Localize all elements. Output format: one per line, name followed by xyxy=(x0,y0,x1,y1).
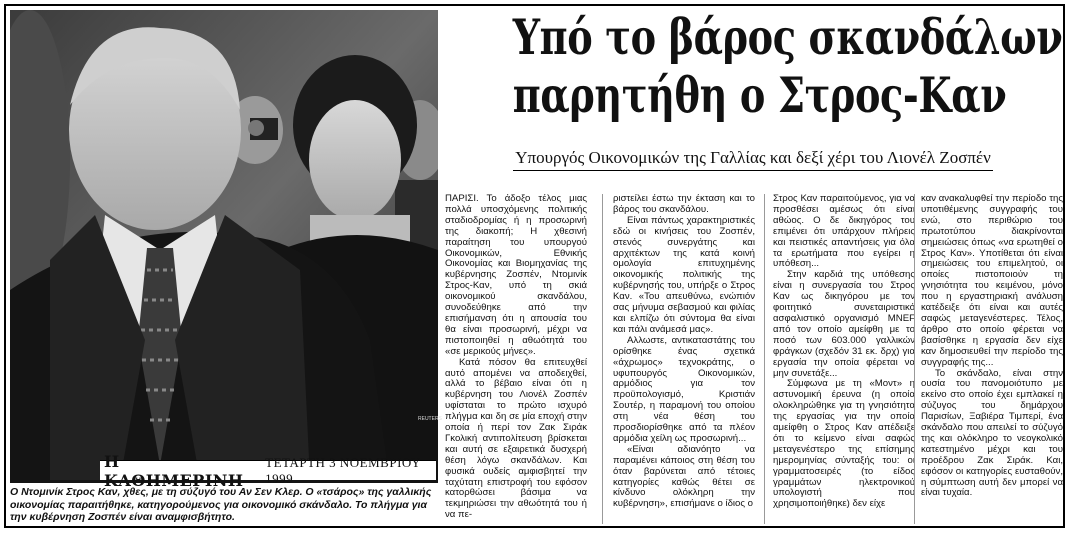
newspaper-name: Η ΚΑΘΗΜΕΡΙΝΗ xyxy=(104,451,244,490)
paragraph: ριστείλει έστω την έκταση και το βάρος του σκανδάλου. xyxy=(613,193,755,215)
paragraph: Στην καρδιά της υπόθεσης είναι η συνεργασία του Στρος Καν ως δικηγόρου με τον φοιτητικό συνεταιριστικό ασφαλιστικό οργανισμό MNEF από τον οποίο αμείφθη με το ποσό των 603.000 γαλλικών φράγκων (σχεδόν 31 εκ. δρχ) για εργασία την οποία φέρεται να μην συνετάξε... xyxy=(773,269,915,379)
column-divider xyxy=(764,194,765,524)
column-divider xyxy=(914,194,915,524)
paragraph: Κατά πόσον θα επιτευχθεί αυτό απομένει να αποδειχθεί, αλλά το βέβαιο είναι ότι η κυβέρνηση του Λιονέλ Ζοσπέν υφίσταται το πρώτο ισχυρό πλήγμα και δη σε μία εποχή στην οποία ή περί τον Ζακ Σιράκ Γκολική αντιπολίτευση βρίσκεται και αυτή σε εξαιρετικά δυσχερή θέση λόγω σκανδάλων. Και φυσικά ουδείς αμφισβητεί την ταχύτατη επιστροφή του εφόσον κατορθώσει βάσιμα να τεκμηριώσει την αθωότητά του ή να πε- xyxy=(445,356,587,521)
paragraph: Σύμφωνα με τη «Μοντ» η αστυνομική έρευνα (η οποία ολοκληρώθηκε για τη γνησιότητα της εργασίας για την οποία αμείφθη ο Στρος Καν απέδειξε ότι το κείμενο είναι σαφώς μεταγενέστερο της επίσημης ημερομηνίας σύνταξής του: οι γραμματοσειρές (το είδος γραμμάτων ηλεκτρονικού υπολογιστή που χρησιμοποιήθηκε) δεν είχε xyxy=(773,378,915,510)
subheadline-text: Υπουργός Οικονομικών της Γαλλίας και δεξί χέρι του Λιονέλ Ζοσπέν xyxy=(513,148,993,171)
headline-line-2: παρητήθη ο Στρος-Καν xyxy=(512,66,1007,124)
subheadline xyxy=(445,148,1061,168)
article-column-4 xyxy=(921,194,1063,499)
article-column-2 xyxy=(613,194,755,510)
paragraph: «Είναι αδιανόητο να παραμένει κάποιος στη θέση του όταν βαρύνεται από τέτοιες κατηγορίες καθώς θέτει σε κίνδυνο ολόκληρη την κυβέρνηση», επισήμανε ο ίδιος ο xyxy=(613,443,755,510)
paragraph: Αλλωστε, αντικαταστάτης του ορίσθηκε ένας σχετικά «άχρωμος» τεχνοκράτης, ο υφυπουργός Οικονομικών, αρμόδιος για τον προϋπολογισμό, Κριστιάν Σουτέρ, η παραμονή του οποίου στη νέα θέση του προσδιορίσθηκε από τα πλέον αρμόδια χείλη ως προσωρινή... xyxy=(613,334,755,444)
photo-illustration xyxy=(10,10,438,483)
issue-date: ΤΕΤΑΡΤΗ 3 ΝΟΕΜΒΡΙΟΥ 1999 xyxy=(265,454,421,486)
paragraph: καν ανακαλυφθεί την περίοδο της υποτιθέμενης συγγραφής του ενώ, στο περιθώριο του πρωτοτύπου διακρίνονται σημειώσεις όπως «να ερωτηθεί ο Στρος Καν». Υποτίθεται ότι είναι σημειώσεις του επιμελητού, οι οποίες πιστοποιούν τη γνησιότητα του κειμένου, μόνο που η εργαστηριακή ανάλυση κατέδειξε ότι είναι και αυτές σαφώς μεταγενέστερες. Τέλος, άρθρο στο οποίο φέρεται να βασίσθηκε η εργασία δεν είχε καν δημοσιευθεί την περίοδο της συγγραφής της... xyxy=(921,193,1063,368)
masthead xyxy=(100,451,436,490)
photo-caption: Ο Ντομινίκ Στρος Καν, χθες, με τη σύζυγό του Αν Σεν Κλερ. Ο «τσάρος» της γαλλικής οικονομίας παραιτήθηκε, κατηγορούμενος για οικονομικό σκάνδαλο. Το πλήγμα για την κυβέρνηση Ζοσπέν είναι αναμφισβήτητο. xyxy=(10,486,432,523)
paragraph: Είναι πάντως χαρακτηριστικές εδώ οι κινήσεις του Ζοσπέν, στενός συνεργάτης και αρχιτέκτων της κατά κοινή ομολογία επιτυχημένης οικονομικής πολιτικής της κυβέρνησής του, υπήρξε ο Στρος Καν. «Του απευθύνω, ενώπιόν σας μήνυμα σεβασμού και φιλίας και ελπίζω ότι σύντομα θα είναι και πάλι ανάμεσά μας». xyxy=(613,214,755,335)
article-column-3 xyxy=(773,194,915,510)
paragraph: Στρος Καν παραιτούμενος, για να προσθέσει αμέσως ότι είναι αθώος. Ο δε δικηγόρος του επιμένει ότι υπάρχουν πλήρεις και πειστικές απαντήσεις για όλα τα ερωτήματα που εγείρει η υπόθεση... xyxy=(773,193,915,270)
paragraph: ΠΑΡΙΣΙ. Το άδοξο τέλος μιας πολλά υποσχόμενης πολιτικής σταδιοδρομίας ή η προσωρινή της διακοπή; Η χθεσινή παραίτηση του υπουργού Οικονομικών, Εθνικής Οικονομίας και Βιομηχανίας της κυβέρνησης Ζοσπέν, Ντομινίκ Στρος-Καν, υπό τη σκιά οικονομικού σκανδάλου, συνοδεύθηκε από την επισήμανση ότι η απουσία του θα είναι προσωρινή, μέχρι να πιστοποιηθεί η αθωότητά του «σε μερικούς μήνες». xyxy=(445,193,587,357)
headline-line-1: Υπό το βάρος σκανδάλων xyxy=(512,8,1063,66)
column-divider xyxy=(602,194,603,524)
article-column-1 xyxy=(445,194,587,521)
photo-credit: REUTERS xyxy=(418,416,442,422)
headline xyxy=(512,8,1063,124)
paragraph: Το σκάνδαλο, είναι στην ουσία του πανομοιότυπο με εκείνο στο οποίο έχει εμπλακεί η σύζυγος του δημάρχου Παρισίων, Ξαβιέρα Τιμπερί, ένα σκάνδαλο που απειλεί το σύζυγό της και ολόκληρο το νεογκολικό κατεστημένο μέχρι και του προέδρου Ζακ Σιράκ. Και, εφόσον οι κατηγορίες ευσταθούν, η σύμπτωση αυτή δεν μπορεί να είναι τυχαία. xyxy=(921,367,1063,499)
news-photo xyxy=(10,10,438,483)
